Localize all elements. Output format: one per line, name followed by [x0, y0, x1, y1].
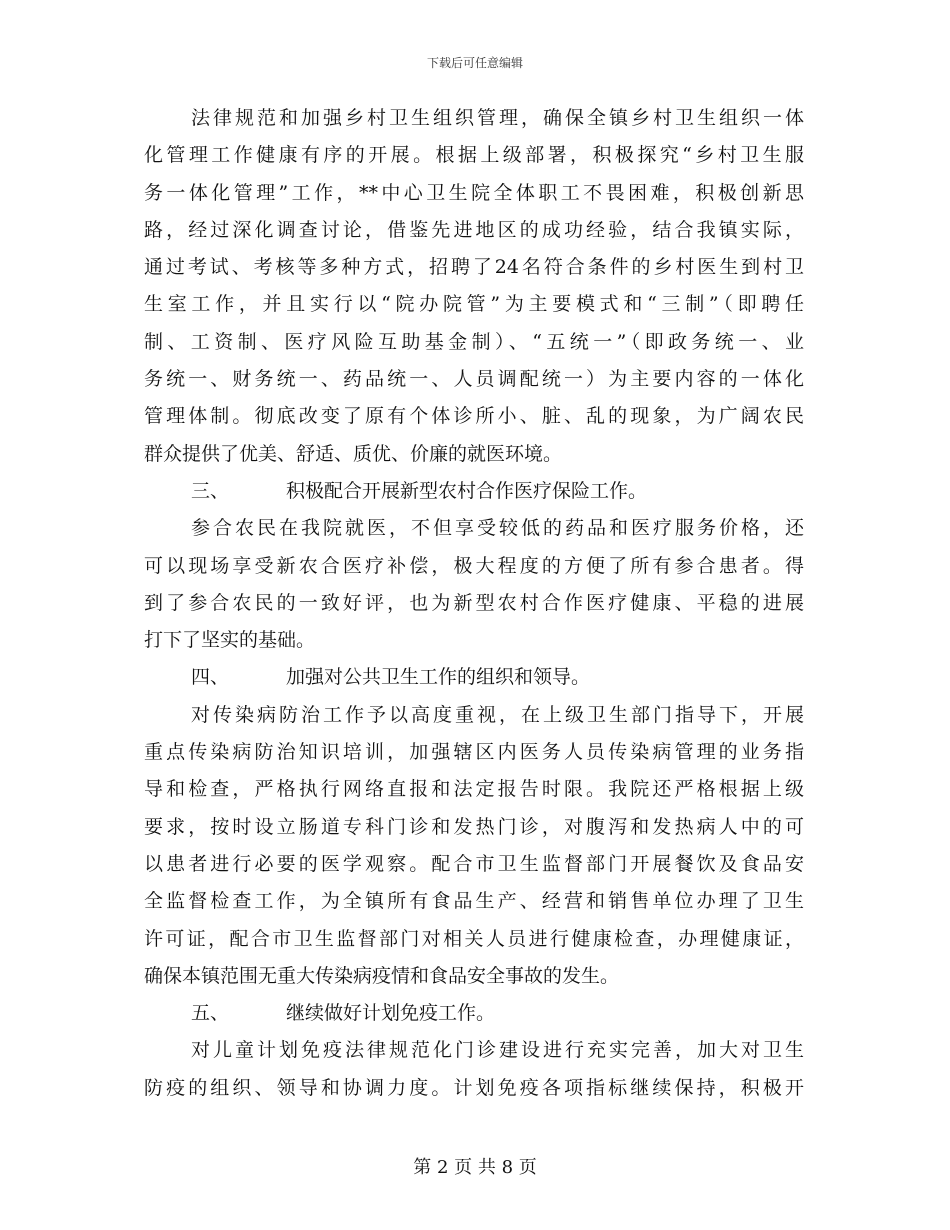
body-line: 重点传染病防治知识培训，加强辖区内医务人员传染病管理的业务指 — [144, 741, 804, 764]
section-heading-3 — [144, 473, 804, 510]
body-line: 群众提供了优美、舒适、质优、价廉的就医环境。 — [144, 442, 563, 465]
body-line: 对传染病防治工作予以高度重视，在上级卫生部门指导下，开展 — [191, 703, 804, 726]
document-body — [144, 100, 804, 1107]
section-heading-4 — [144, 659, 804, 696]
section-title: 积极配合开展新型农村合作医疗保险工作。 — [286, 479, 648, 502]
section-title: 继续做好计划免疫工作。 — [286, 1002, 496, 1025]
body-line: 导和检查，严格执行网络直报和法定报告时限。我院还严格根据上级 — [144, 778, 804, 801]
section-number: 四、 — [191, 666, 230, 689]
body-line: 可以现场享受新农合医疗补偿，极大程度的方便了所有参合患者。得 — [144, 554, 804, 577]
body-line: 对儿童计划免疫法律规范化门诊建设进行充实完善，加大对卫生 — [191, 1039, 804, 1062]
page-header-note: 下载后可任意编辑 — [426, 56, 523, 70]
body-line: 化管理工作健康有序的开展。根据上级部署，积极探究“乡村卫生服 — [144, 144, 804, 167]
body-line: 参合农民在我院就医，不但享受较低的药品和医疗服务价格，还 — [191, 517, 804, 540]
body-line: 要求，按时设立肠道专科门诊和发热门诊，对腹泻和发热病人中的可 — [144, 815, 804, 838]
body-line: 管理体制。彻底改变了原有个体诊所小、脏、乱的现象，为广阔农民 — [144, 405, 804, 428]
body-line: 生室工作，并且实行以“院办院管”为主要模式和“三制”（即聘任 — [144, 293, 804, 316]
body-line: 确保本镇范围无重大传染病疫情和食品安全事故的发生。 — [144, 964, 620, 987]
body-line: 全监督检查工作，为全镇所有食品生产、经营和销售单位办理了卫生 — [144, 890, 804, 913]
body-line: 防疫的组织、领导和协调力度。计划免疫各项指标继续保持，积极开 — [144, 1076, 804, 1099]
body-line: 许可证，配合市卫生监督部门对相关人员进行健康检查，办理健康证， — [144, 927, 804, 950]
body-line: 务统一、财务统一、药品统一、人员调配统一）为主要内容的一体化 — [144, 368, 804, 391]
section-number: 五、 — [191, 1002, 230, 1025]
section-number: 三、 — [191, 479, 230, 502]
page-number: 第 2 页 共 8 页 — [413, 1157, 537, 1178]
section-title: 加强对公共卫生工作的组织和领导。 — [286, 666, 591, 689]
body-line: 务一体化管理”工作，**中心卫生院全体职工不畏困难，积极创新思 — [144, 181, 804, 204]
body-line: 制、工资制、医疗风险互助基金制）、“五统一”（即政务统一、业 — [144, 330, 804, 353]
body-line: 路，经过深化调查讨论，借鉴先进地区的成功经验，结合我镇实际， — [144, 218, 804, 241]
body-line: 法律规范和加强乡村卫生组织管理，确保全镇乡村卫生组织一体 — [191, 107, 804, 129]
body-line: 到了参合农民的一致好评，也为新型农村合作医疗健康、平稳的进展 — [144, 591, 804, 614]
body-line: 通过考试、考核等多种方式，招聘了24名符合条件的乡村医生到村卫 — [144, 256, 804, 279]
body-line: 以患者进行必要的医学观察。配合市卫生监督部门开展餐饮及食品安 — [144, 852, 804, 875]
section-heading-5 — [144, 995, 804, 1032]
body-line: 打下了坚实的基础。 — [144, 629, 316, 652]
